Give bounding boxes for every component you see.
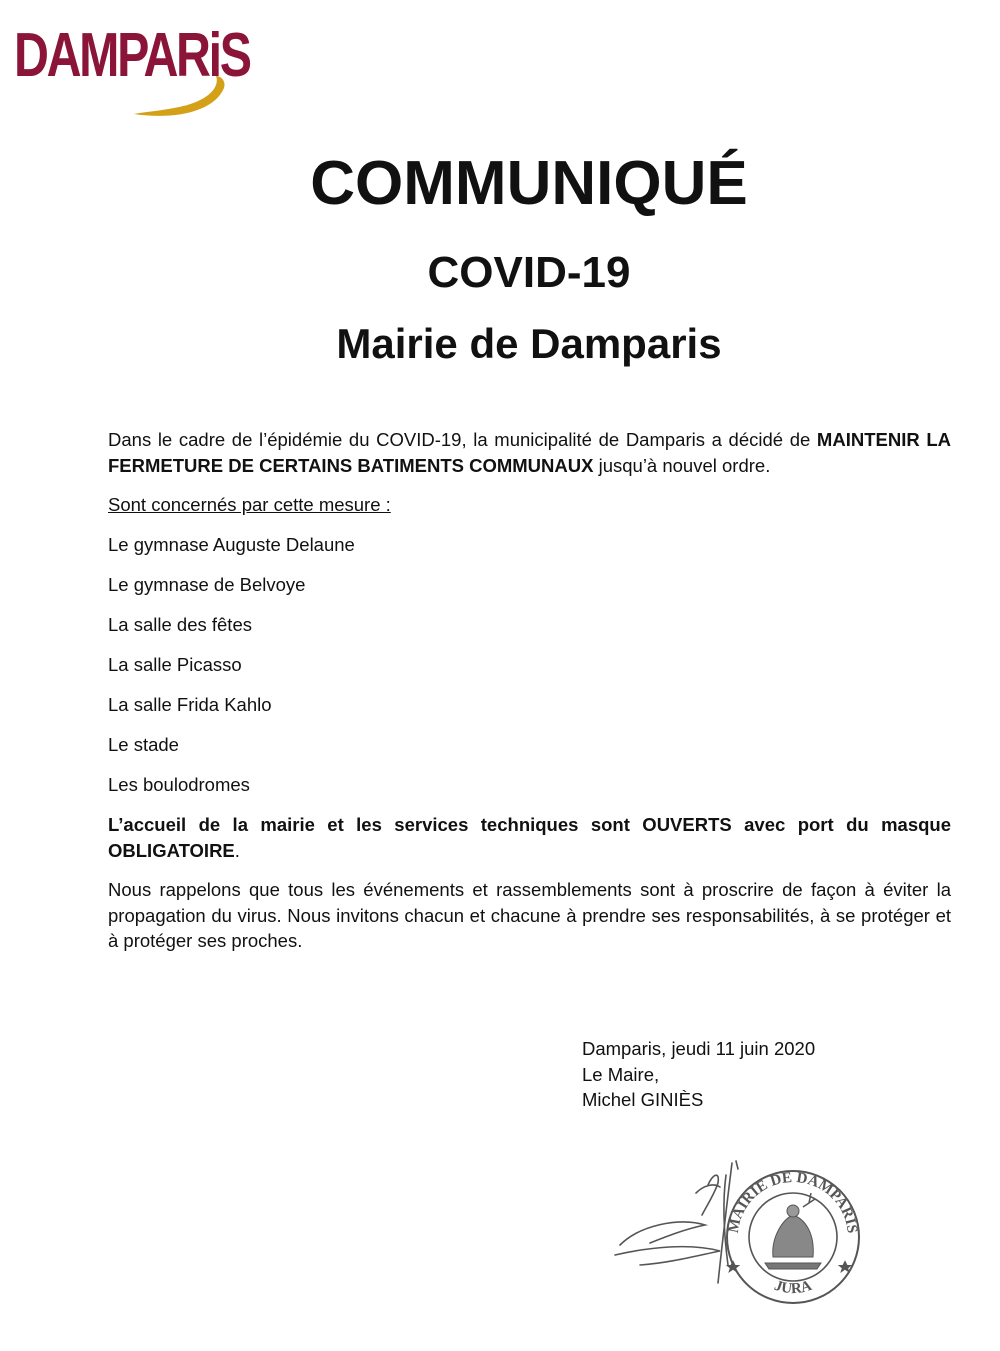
page-subtitle: COVID-19 bbox=[427, 248, 631, 297]
mairie-stamp-icon bbox=[726, 1170, 860, 1303]
signature-block bbox=[582, 1036, 815, 1113]
list-item: La salle Picasso bbox=[108, 653, 242, 675]
intro-paragraph bbox=[108, 427, 951, 478]
intro-text-end: jusqu’à nouvel ordre. bbox=[593, 454, 771, 476]
place-date: Damparis, jeudi 11 juin 2020 bbox=[582, 1038, 816, 1059]
stamp-bottom-text: JURA bbox=[772, 1277, 814, 1298]
logo-text: DAMPARiS bbox=[14, 21, 250, 90]
notice-text-bold: L’accueil de la mairie et les services techniques sont OUVERTS avec port du masque OBLIGATOIRE bbox=[108, 814, 951, 861]
stamp-top-text: MAIRIE DE DAMPARIS bbox=[725, 1169, 860, 1235]
list-item: La salle Frida Kahlo bbox=[108, 693, 272, 715]
concerned-heading: Sont concernés par cette mesure : bbox=[108, 494, 391, 515]
damparis-logo bbox=[14, 16, 250, 121]
logo-swoosh-icon bbox=[14, 16, 229, 121]
closing-paragraph: Nous rappelons que tous les événements et rassemblements sont à proscrire de façon à éviter la propagation du virus. Nous invitons chacun et chacune à prendre ses responsabilités, à se protéger et à protéger ses proches. bbox=[108, 879, 951, 952]
list-item: Le stade bbox=[108, 733, 179, 755]
communique-body bbox=[108, 427, 951, 968]
list-item: Le gymnase Auguste Delaune bbox=[108, 533, 355, 555]
list-item: Le gymnase de Belvoye bbox=[108, 573, 306, 595]
list-item: Les boulodromes bbox=[108, 774, 250, 796]
handwritten-signature-icon bbox=[615, 1161, 738, 1283]
notice-text-end: . bbox=[234, 839, 240, 861]
signer-role: Le Maire, bbox=[582, 1063, 660, 1085]
list-item: La salle des fêtes bbox=[108, 613, 252, 635]
signer-name: Michel GINIÈS bbox=[582, 1089, 704, 1110]
signature-and-stamp bbox=[610, 1155, 870, 1320]
page-title: COMMUNIQUÉ bbox=[310, 149, 748, 218]
organization-title: Mairie de Damparis bbox=[336, 320, 722, 367]
intro-text-bold: MAINTENIR LA FERMETURE DE CERTAINS BATIMENTS COMMUNAUX bbox=[108, 429, 951, 476]
notice-paragraph bbox=[108, 812, 951, 863]
intro-text-start: Dans le cadre de l’épidémie du COVID-19, la municipalité de Damparis a décidé de bbox=[108, 429, 817, 450]
